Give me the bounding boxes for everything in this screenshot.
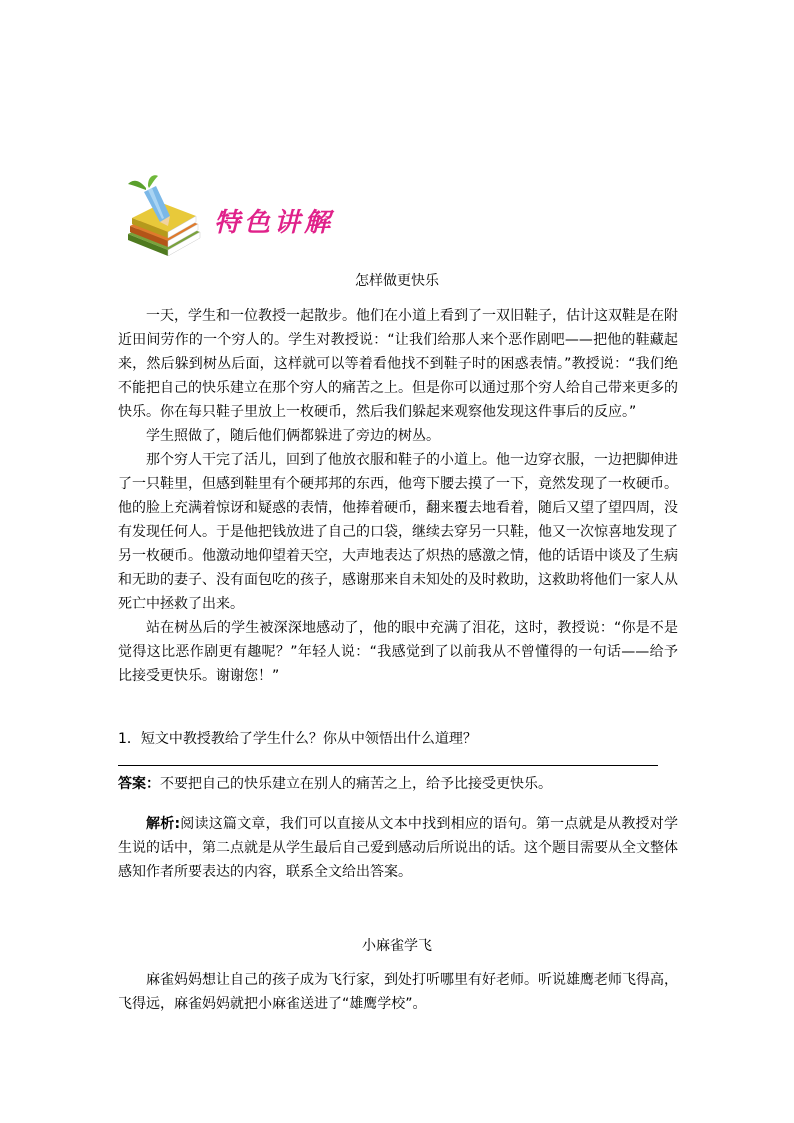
books-pencil-icon — [118, 172, 208, 262]
answer-text: 不要把自己的快乐建立在别人的痛苦之上，给予比接受更快乐。 — [160, 776, 552, 792]
story-title: 小麻雀学飞 — [362, 938, 432, 954]
analysis-label: 解析: — [146, 816, 181, 832]
story-paragraph: 麻雀妈妈想让自己的孩子成为飞行家，到处打听哪里有好老师。听说雄鹰老师飞得高，飞得远，麻雀妈妈就把小麻雀送进了“雄鹰学校”。 — [118, 972, 678, 1012]
answer-label: 答案： — [118, 776, 160, 792]
story-paragraph: 一天，学生和一位教授一起散步。他们在小道上看到了一双旧鞋子，估计这双鞋是在附近田间劳作的一个穷人的。学生对教授说：“让我们给那人来个恶作剧吧——把他的鞋藏起来，然后躲到树丛后面，这样就可以等着看他找不到鞋子时的困惑表情。”教授说：“我们绝不能把自己的快乐建立在那个穷人的痛苦之上。但是你可以通过那个穷人给自己带来更多的快乐。你在每只鞋子里放上一枚硬币，然后我们躲起来观察他发现这件事后的反应。” — [118, 308, 678, 420]
analysis — [118, 812, 678, 884]
analysis-text: 阅读这篇文章，我们可以直接从文本中找到相应的语句。第一点就是从教授对学生说的话中，第二点就是从学生最后自己爱到感动后所说出的话。这个题目需要从全文整体感知作者所要表达的内容，联系全文给出答案。 — [118, 816, 678, 880]
story-paragraph: 那个穷人干完了活儿，回到了他放衣服和鞋子的小道上。他一边穿衣服，一边把脚伸进了一只鞋里，但感到鞋里有个硬邦邦的东西，他弯下腰去摸了一下，竟然发现了一枚硬币。他的脸上充满着惊讶和疑惑的表情，他捧着硬币，翻来覆去地看着，随后又望了望四周，没有发现任何人。于是他把钱放进了自己的口袋，继续去穿另一只鞋，他又一次惊喜地发现了另一枚硬币。他激动地仰望着天空，大声地表达了炽热的感激之情，他的话语中谈及了生病和无助的妻子、没有面包吃的孩子，感谢那来自未知处的及时救助，这救助将他们一家人从死亡中拯救了出来。 — [118, 452, 678, 612]
answer-underline — [118, 765, 658, 766]
story-title: 怎样做更快乐 — [355, 273, 439, 289]
answer — [118, 772, 678, 796]
story-paragraph: 学生照做了，随后他们俩都躲进了旁边的树丛。 — [146, 428, 440, 444]
section-header — [118, 172, 438, 262]
question-text: 1．短文中教授教给了学生什么？你从中领悟出什么道理？ — [118, 731, 477, 747]
section-title: 特色讲解 — [214, 208, 335, 238]
story-paragraph: 站在树丛后的学生被深深地感动了，他的眼中充满了泪花，这时，教授说：“你是不是觉得这比恶作剧更有趣呢？”年轻人说：“我感觉到了以前我从不曾懂得的一句话——给予比接受更快乐。谢谢您！” — [118, 620, 678, 684]
